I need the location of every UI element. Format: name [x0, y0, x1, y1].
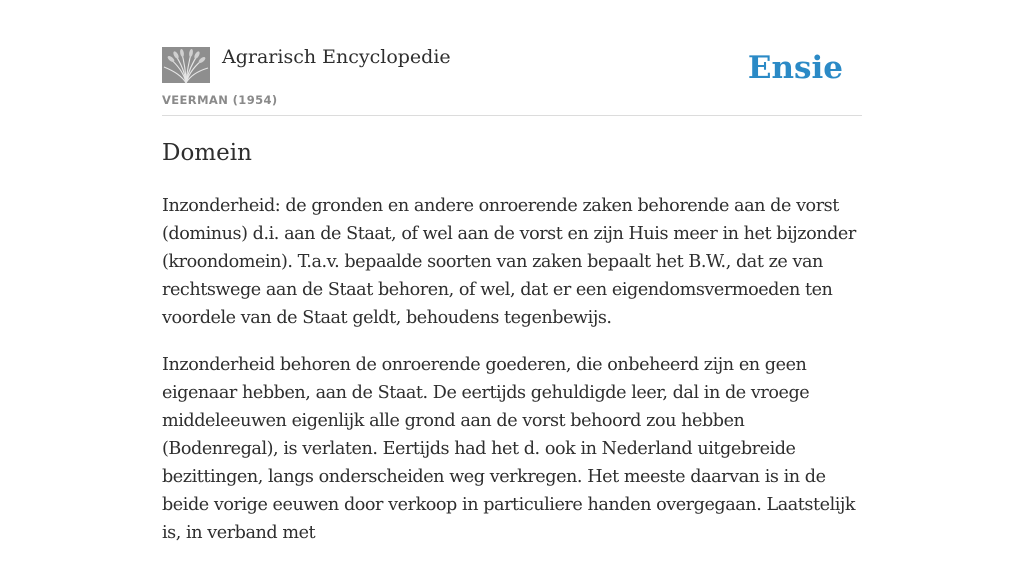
wheat-icon[interactable]	[162, 47, 210, 83]
entry-body	[162, 192, 862, 566]
paragraph: Inzonderheid behoren de onroerende goederen, die onbeheerd zijn en geen eigenaar hebben, aan de Staat. De eertijds gehuldigde leer, dal in de vroege middeleeuwen eigenlijk alle grond aan de vorst behoord zou hebben (Bodenregal), is verlaten. Eertijds had het d. ook in Nederland uitgebreide bezittingen, langs onderscheiden weg verkregen. Het meeste daarvan is in de beide vorige eeuwen door verkoop in particuliere handen overgegaan. Laatstelijk is, in verband met	[162, 355, 856, 543]
article-page	[162, 0, 862, 543]
brand-logo[interactable]: Ensie	[747, 50, 843, 86]
author-subtitle: VEERMAN (1954)	[162, 93, 278, 107]
header	[162, 0, 862, 116]
paragraph: Inzonderheid: de gronden en andere onroerende zaken behorende aan de vorst (dominus) d.i. aan de Staat, of wel aan de vorst en zijn Huis meer in het bijzonder (kroondomein). T.a.v. bepaalde soorten van zaken bepaalt het B.W., dat ze van rechtswege aan de Staat behoren, of wel, dat er een eigendomsvermoeden ten voordele van de Staat geldt, behoudens tegenbewijs.	[162, 196, 856, 328]
entry-title: Domein	[162, 140, 252, 166]
site-title[interactable]: Agrarisch Encyclopedie	[222, 46, 451, 68]
